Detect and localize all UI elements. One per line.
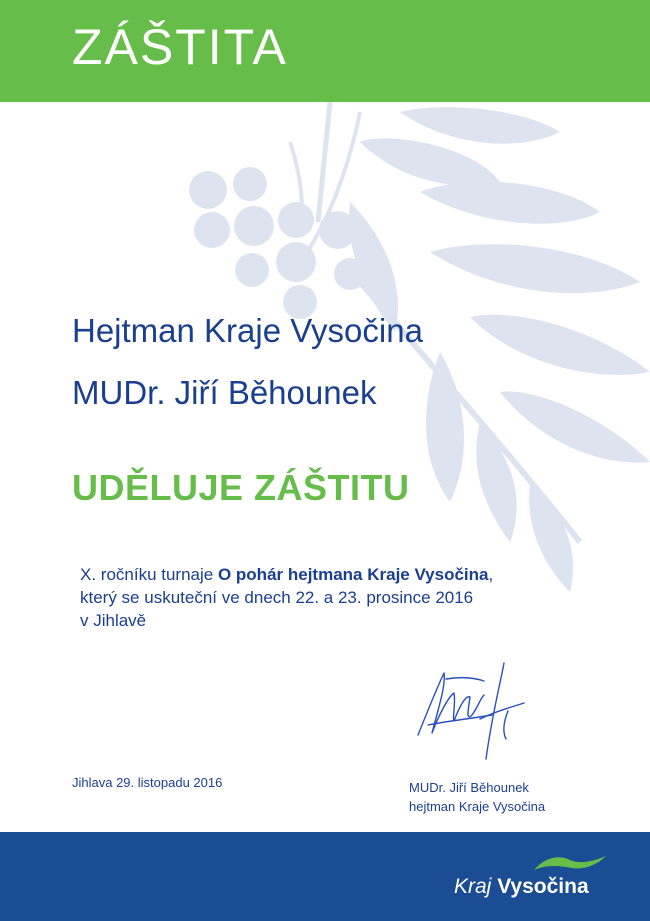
body-line-3: v Jihlavě: [80, 611, 147, 630]
body-text: [80, 563, 580, 632]
kraj-vysocina-logo-mark: [530, 852, 610, 876]
heading-name: MUDr. Jiří Běhounek: [72, 374, 377, 411]
body-prefix: X. ročníku turnaje: [80, 565, 218, 584]
header-band: [0, 0, 650, 102]
body-line-2: který se uskuteční ve dnech 22. a 23. prosince 2016: [80, 588, 474, 607]
event-name: O pohár hejtmana Kraje Vysočina: [217, 565, 489, 584]
signer-block: [409, 778, 545, 816]
handwritten-signature: [408, 655, 548, 775]
kraj-vysocina-logo-text: [454, 875, 589, 899]
logo-word-vysocina: Vysočina: [497, 875, 589, 898]
body-suffix: ,: [488, 565, 494, 584]
signer-role: hejtman Kraje Vysočina: [409, 799, 546, 814]
logo-word-kraj: Kraj: [454, 875, 492, 898]
place-date: Jihlava 29. listopadu 2016: [72, 775, 223, 790]
body-line-1: [80, 563, 580, 586]
grant-title: UDĚLUJE ZÁŠTITU: [72, 467, 410, 508]
heading-title: Hejtman Kraje Vysočina: [72, 312, 423, 349]
signer-name: MUDr. Jiří Běhounek: [409, 780, 529, 795]
document-title: ZÁŠTITA: [72, 19, 288, 75]
